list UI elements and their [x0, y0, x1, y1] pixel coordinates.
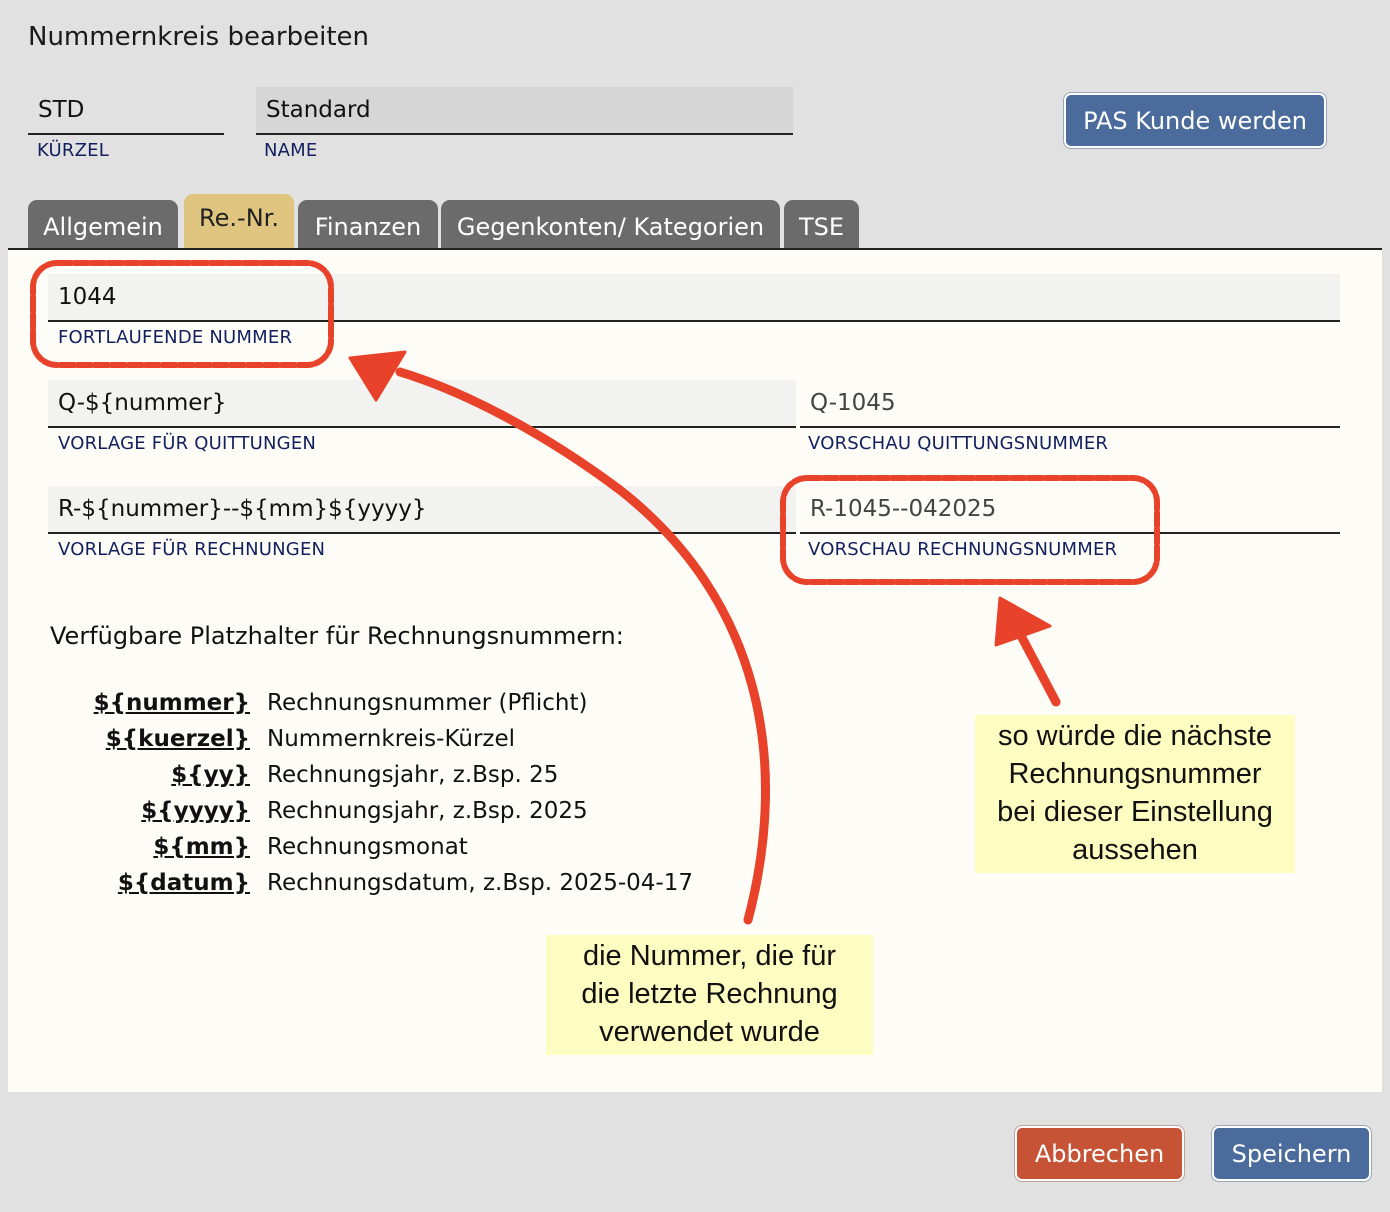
name-label: NAME [264, 140, 318, 161]
vorlage-rechnungen-label: VORLAGE FÜR RECHNUNGEN [58, 539, 326, 560]
note-line: die Nummer, die für [582, 940, 837, 972]
straight-arrow-line [1018, 630, 1056, 702]
note-line: die letzte Rechnung [581, 978, 838, 1010]
curved-arrowhead [350, 352, 405, 400]
tab-re-nr[interactable]: Re.-Nr. [184, 194, 294, 250]
note-line: bei dieser Einstellung [997, 796, 1273, 828]
kuerzel-input[interactable]: STD [28, 87, 224, 135]
placeholders-heading: Verfügbare Platzhalter für Rechnungsnummern: [50, 622, 624, 650]
tab-allgemein[interactable]: Allgemein [28, 200, 178, 250]
highlight-vorschau-rechnungsnummer [783, 478, 1157, 582]
placeholder-key: ${yy} [171, 762, 250, 788]
placeholder-key: ${nummer} [93, 690, 250, 716]
highlight-fortlaufende-nummer [33, 263, 331, 365]
placeholder-key: ${kuerzel} [105, 726, 250, 752]
note-line: verwendet wurde [599, 1016, 820, 1048]
placeholder-desc: Rechnungsdatum, z.Bsp. 2025-04-17 [267, 870, 693, 896]
note-line: Rechnungsnummer [1008, 758, 1262, 790]
tab-gegenkonten-kategorien[interactable]: Gegenkonten/ Kategorien [441, 200, 780, 250]
name-input[interactable]: Standard [256, 87, 793, 135]
placeholder-key: ${datum} [117, 870, 250, 896]
tab-tse[interactable]: TSE [784, 200, 859, 250]
pas-kunde-button[interactable]: PAS Kunde werden [1064, 93, 1326, 148]
placeholder-desc: Rechnungsjahr, z.Bsp. 25 [267, 762, 559, 788]
placeholder-desc: Rechnungsnummer (Pflicht) [267, 690, 588, 716]
kuerzel-label: KÜRZEL [37, 140, 109, 161]
note-line: aussehen [1072, 834, 1198, 866]
vorlage-rechnungen-input[interactable]: R-${nummer}--${mm}${yyyy} [48, 486, 796, 534]
dialog-title: Nummernkreis bearbeiten [28, 22, 370, 52]
placeholder-desc: Rechnungsmonat [267, 834, 468, 860]
save-button[interactable]: Speichern [1212, 1126, 1371, 1181]
placeholder-key: ${mm} [153, 834, 250, 860]
fortlaufende-nummer-label: FORTLAUFENDE NUMMER [58, 327, 293, 348]
cancel-button[interactable]: Abbrechen [1015, 1126, 1184, 1181]
curved-arrow-line [400, 372, 766, 920]
vorschau-quittungsnummer-field: Q-1045 [800, 380, 1340, 428]
vorschau-rechnungsnummer-label: VORSCHAU RECHNUNGSNUMMER [808, 539, 1118, 560]
note-line: so würde die nächste [997, 720, 1273, 752]
fortlaufende-nummer-input[interactable]: 1044 [48, 274, 1340, 322]
placeholder-desc: Nummernkreis-Kürzel [267, 726, 516, 752]
tab-finanzen[interactable]: Finanzen [298, 200, 438, 250]
vorlage-quittungen-label: VORLAGE FÜR QUITTUNGEN [58, 433, 317, 454]
placeholder-desc: Rechnungsjahr, z.Bsp. 2025 [267, 798, 588, 824]
placeholder-key: ${yyyy} [141, 798, 250, 824]
vorschau-rechnungsnummer-field: R-1045--042025 [800, 486, 1340, 534]
vorschau-quittungsnummer-label: VORSCHAU QUITTUNGSNUMMER [808, 433, 1109, 454]
vorlage-quittungen-input[interactable]: Q-${nummer} [48, 380, 796, 428]
